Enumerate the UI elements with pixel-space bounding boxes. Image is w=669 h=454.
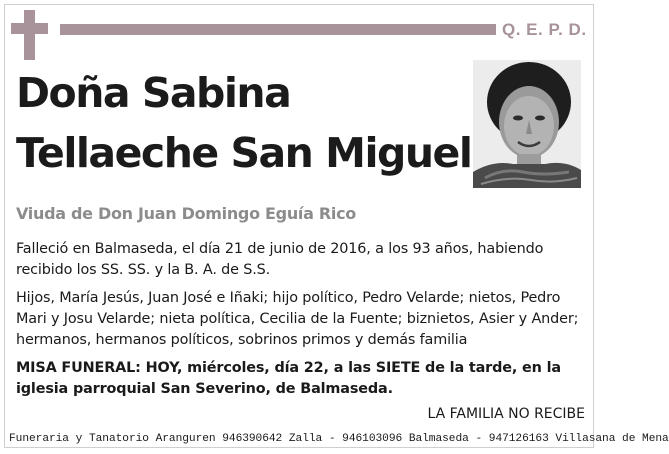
cross-vertical-bar (24, 10, 35, 60)
funeral-mass-paragraph: MISA FUNERAL: HOY, miércoles, día 22, a las SIETE de la tarde, en la iglesia parroquial San Severino, de Balmaseda. (16, 360, 561, 397)
widow-of-subtitle: Viuda de Don Juan Domingo Eguía Rico (16, 204, 356, 223)
header-band (60, 24, 496, 35)
portrait-image (473, 60, 581, 188)
deceased-name-line1: Doña Sabina (16, 69, 291, 117)
family-paragraph: Hijos, María Jesús, Juan José e Iñaki; hijo político, Pedro Velarde; nietos, Pedro Mari y Josu Velarde; nieta política, Cecilia de la Fuente; biznietos, Asier y Ander; hermanos, hermanos políticos, sobrinos primos y demás familia (16, 290, 579, 348)
family-no-visits-notice: LA FAMILIA NO RECIBE (427, 406, 585, 422)
deceased-name-line2: Tellaeche San Miguel (16, 129, 472, 177)
qepd-label: Q. E. P. D. (502, 20, 587, 39)
funeral-home-footer: Funeraria y Tanatorio Aranguren 946390642 Zalla - 946103096 Balmaseda - 947126163 Villasana de Mena (9, 433, 669, 445)
cross-horizontal-bar (11, 23, 48, 34)
death-notice-paragraph: Falleció en Balmaseda, el día 21 de junio de 2016, a los 93 años, habiendo recibido los SS. SS. y la B. A. de S.S. (16, 241, 544, 278)
deceased-portrait (473, 60, 581, 188)
